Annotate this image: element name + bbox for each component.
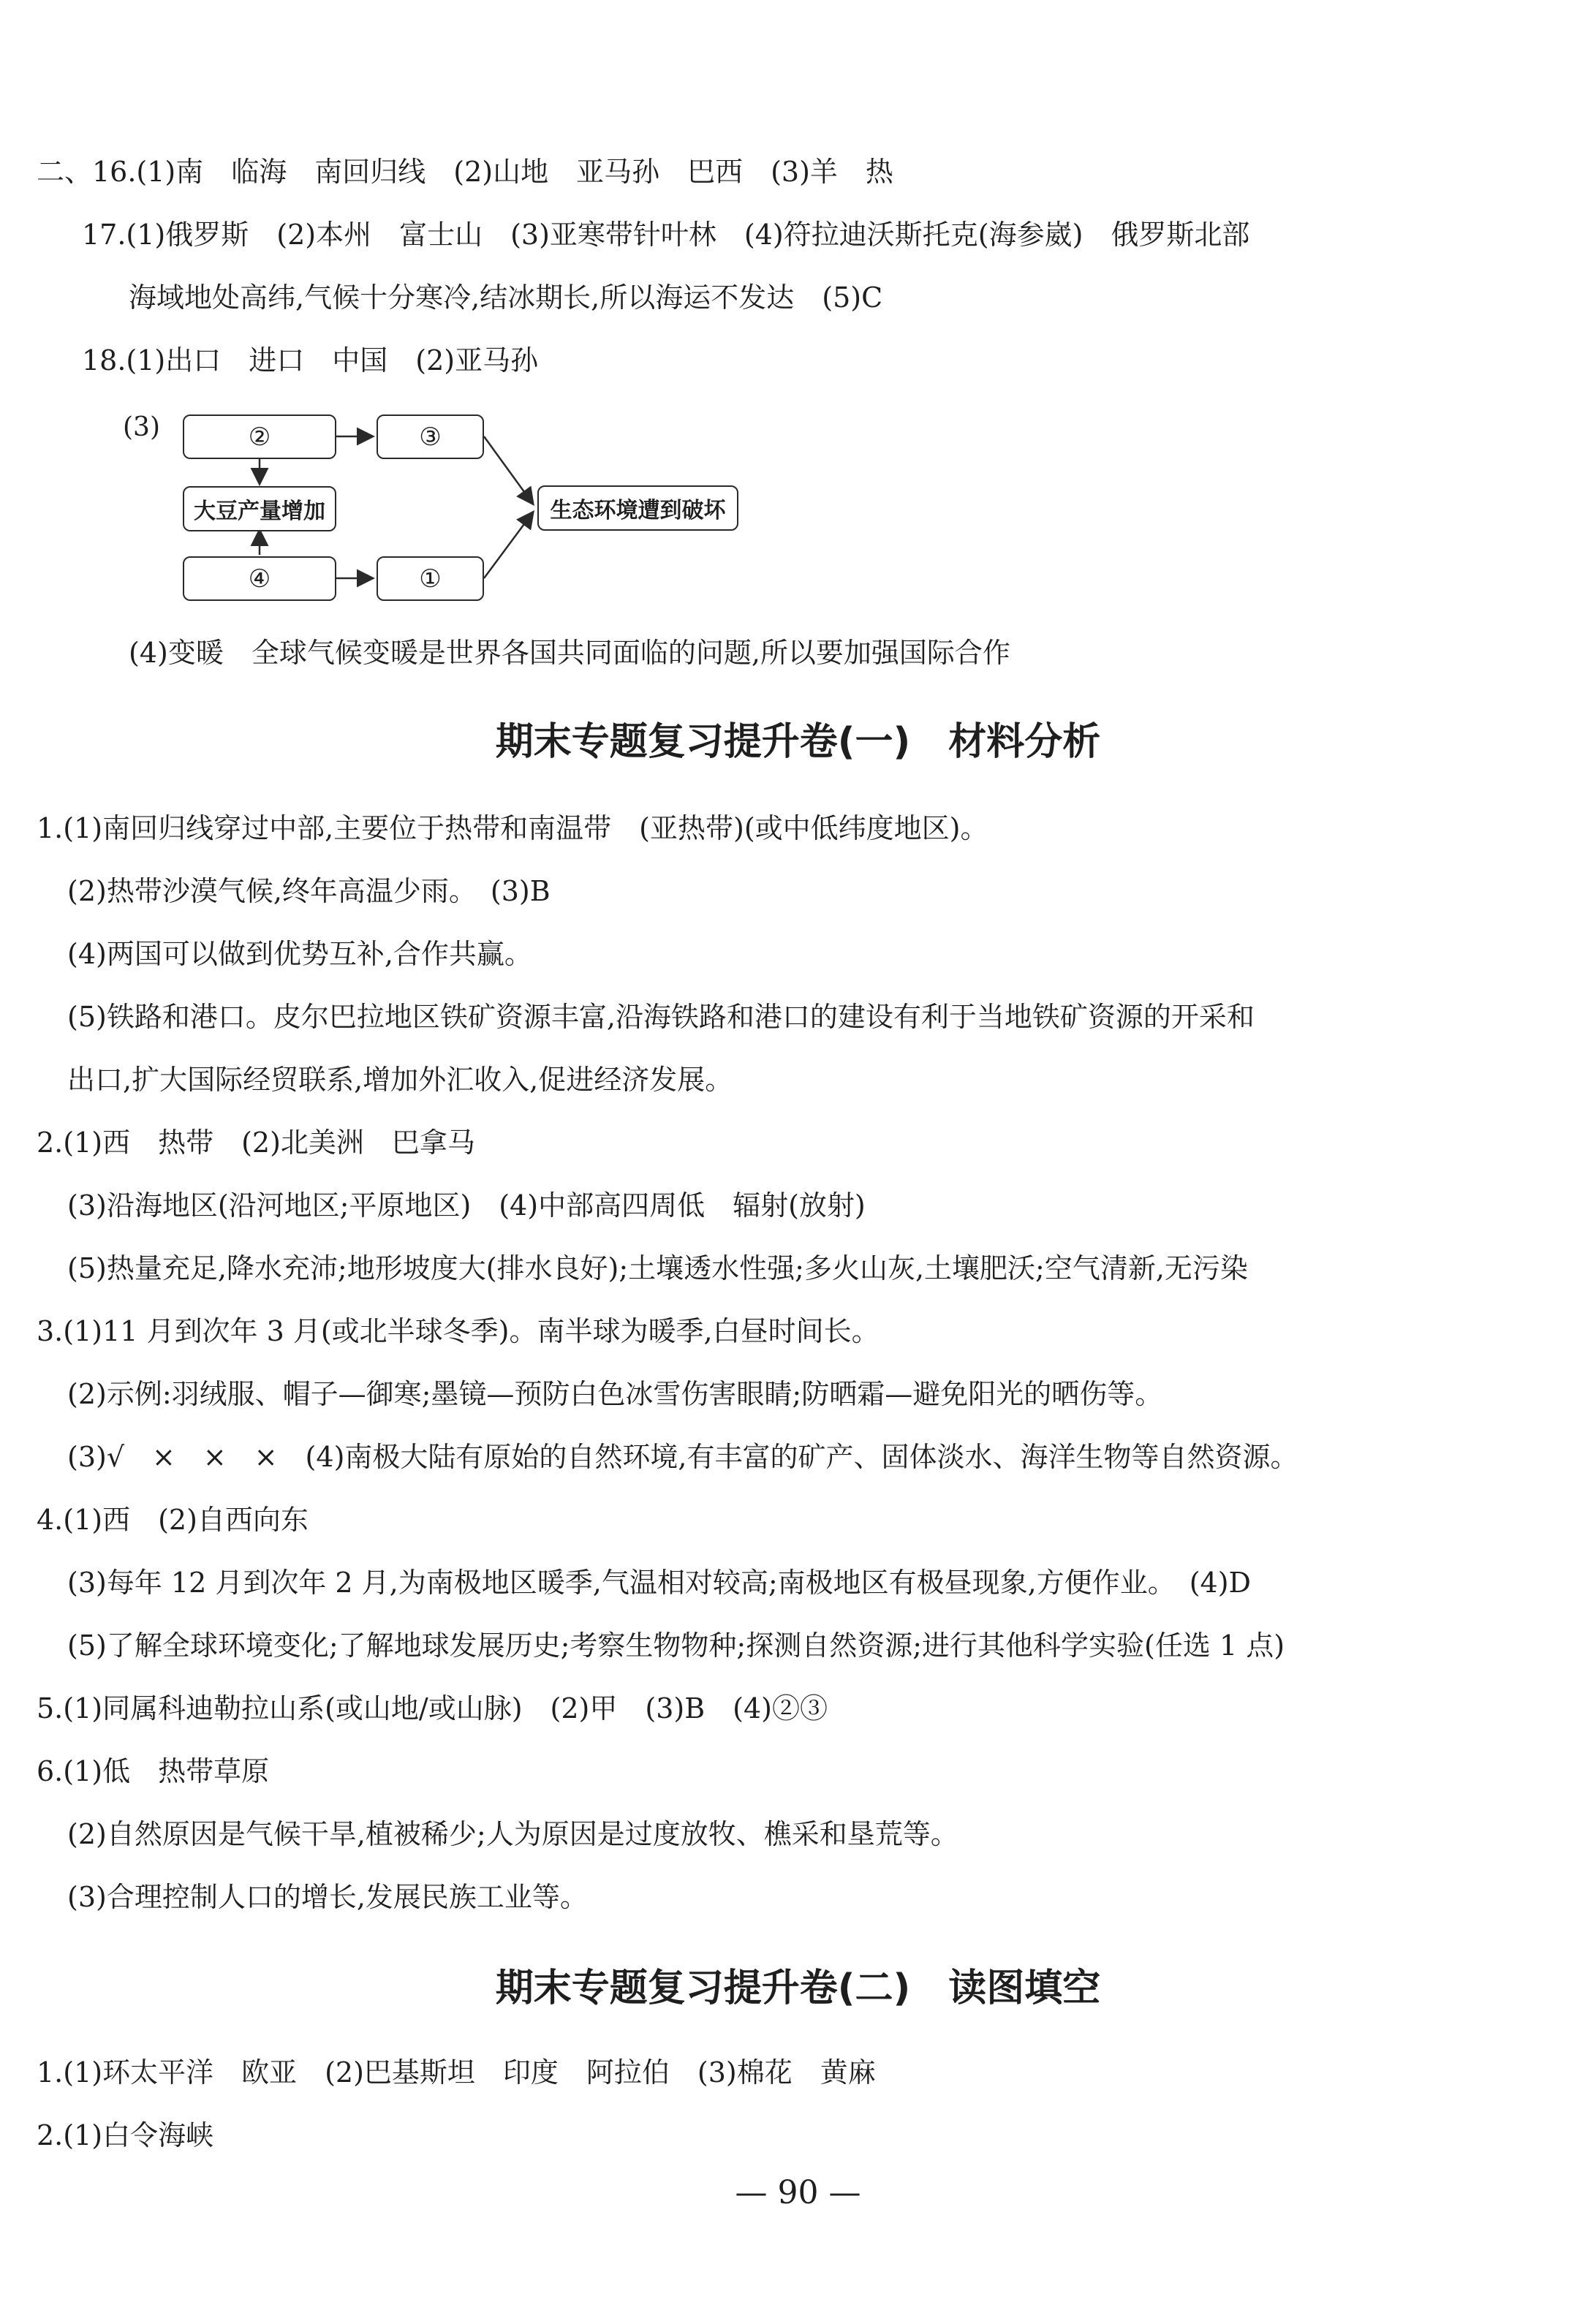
arrow-1-to-eco — [484, 513, 532, 578]
section-1-line: 4.(1)西 (2)自西向东 — [37, 1504, 309, 1536]
section-1-line: (4)两国可以做到优势互补,合作共赢。 — [67, 938, 532, 970]
section-1-line: (5)热量充足,降水充沛;地形坡度大(排水良好);土壤透水性强;多火山灰,土壤肥沃;空气清新,无污染 — [67, 1252, 1248, 1284]
answer-16: 二、16.(1)南 临海 南回归线 (2)山地 亚马孙 巴西 (3)羊 热 — [37, 156, 893, 188]
section-1-line: (5)铁路和港口。皮尔巴拉地区铁矿资源丰富,沿海铁路和港口的建设有利于当地铁矿资源的开采和 — [67, 1001, 1255, 1033]
answer-17-line-2: 海域地处高纬,气候十分寒冷,结冰期长,所以海运不发达 (5)C — [129, 281, 883, 314]
section-1-line: (5)了解全球环境变化;了解地球发展历史;考察生物物种;探测自然资源;进行其他科学实验(任选 1 点) — [67, 1629, 1285, 1662]
section-1-line: (3)合理控制人口的增长,发展民族工业等。 — [67, 1881, 588, 1913]
section-1-line: (2)示例:羽绒服、帽子—御寒;墨镜—预防白色冰雪伤害眼睛;防晒霜—避免阳光的晒伤等。 — [67, 1378, 1163, 1410]
section-2-title: 期末专题复习提升卷(二) 读图填空 — [495, 1966, 1101, 2010]
section-1-line: (3)√ × × × (4)南极大陆有原始的自然环境,有丰富的矿产、固体淡水、海洋生物等自然资源。 — [67, 1441, 1298, 1473]
answer-18-3-label: (3) — [123, 412, 160, 442]
section-1-line: 1.(1)南回归线穿过中部,主要位于热带和南温带 (亚热带)(或中低纬度地区)。 — [37, 812, 988, 844]
diagram-box-ecology: 生态环境遭到破坏 — [537, 485, 738, 531]
answer-18-4: (4)变暖 全球气候变暖是世界各国共同面临的问题,所以要加强国际合作 — [129, 637, 1010, 669]
diagram-box-3: ③ — [377, 414, 484, 459]
page-number: — 90 — — [735, 2174, 861, 2211]
diagram-box-soybean: 大豆产量增加 — [183, 486, 336, 531]
section-1-line: 3.(1)11 月到次年 3 月(或北半球冬季)。南半球为暖季,白昼时间长。 — [37, 1315, 880, 1347]
section-1-line: (3)每年 12 月到次年 2 月,为南极地区暖季,气温相对较高;南极地区有极昼现象,方便作业。 (4)D — [67, 1567, 1252, 1599]
arrow-3-to-eco — [484, 436, 532, 503]
section-1-line: (2)自然原因是气候干旱,植被稀少;人为原因是过度放牧、樵采和垦荒等。 — [67, 1818, 958, 1850]
section-1-line: (3)沿海地区(沿河地区;平原地区) (4)中部高四周低 辐射(放射) — [67, 1189, 866, 1222]
section-1-line: 5.(1)同属科迪勒拉山系(或山地/或山脉) (2)甲 (3)B (4)②③ — [37, 1692, 828, 1724]
answer-18: 18.(1)出口 进口 中国 (2)亚马孙 — [82, 344, 539, 376]
section-2-line: 2.(1)白令海峡 — [37, 2119, 214, 2151]
section-2-line: 1.(1)环太平洋 欧亚 (2)巴基斯坦 印度 阿拉伯 (3)棉花 黄麻 — [37, 2056, 876, 2089]
section-1-line: (2)热带沙漠气候,终年高温少雨。 (3)B — [67, 875, 551, 907]
diagram-box-4: ④ — [183, 556, 336, 601]
section-1-line: 出口,扩大国际经贸联系,增加外汇收入,促进经济发展。 — [67, 1064, 733, 1096]
section-1-title: 期末专题复习提升卷(一) 材料分析 — [495, 720, 1101, 764]
diagram-box-2: ② — [183, 414, 336, 459]
section-1-line: 6.(1)低 热带草原 — [37, 1755, 270, 1787]
section-1-line: 2.(1)西 热带 (2)北美洲 巴拿马 — [37, 1127, 475, 1159]
diagram-box-1: ① — [377, 556, 484, 601]
answer-17-line-1: 17.(1)俄罗斯 (2)本州 富士山 (3)亚寒带针叶林 (4)符拉迪沃斯托克(海参崴) 俄罗斯北部 — [82, 219, 1250, 251]
